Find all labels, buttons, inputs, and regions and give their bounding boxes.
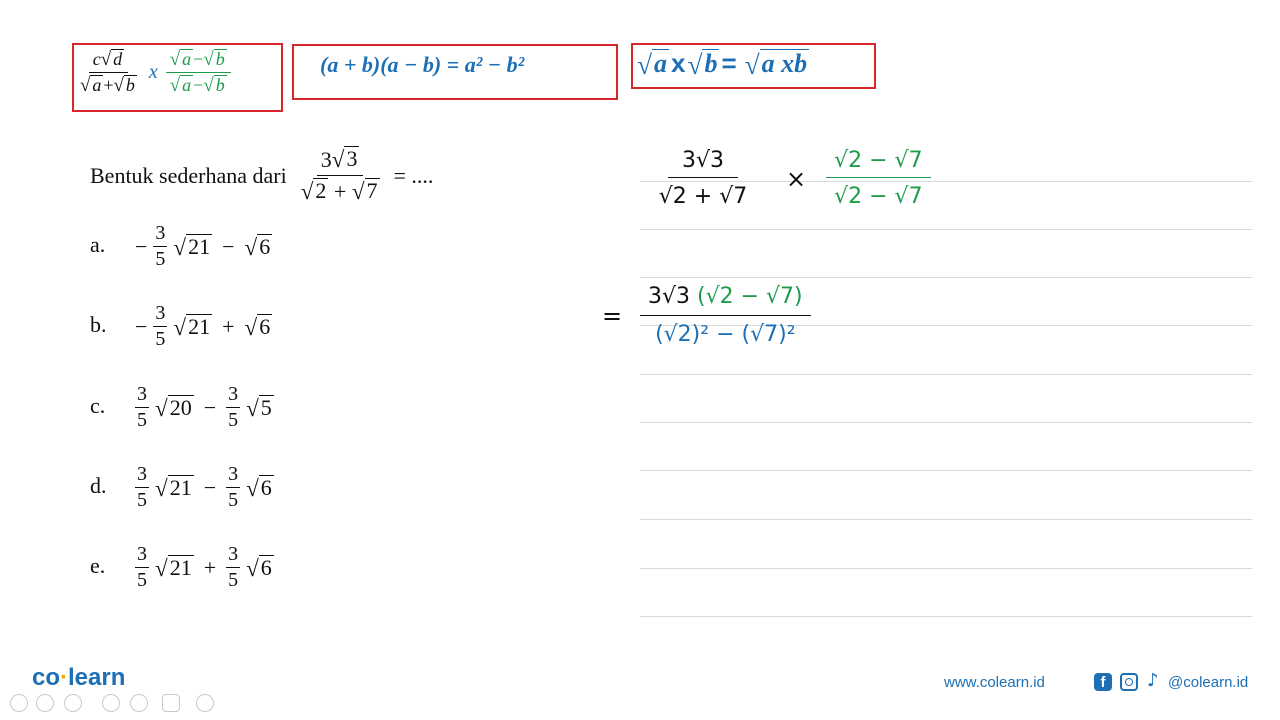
question-fraction: 3 √ 3 √ 2 + √ 7 (300, 146, 378, 205)
option-letter: e. (90, 553, 106, 578)
zoom-control-icon[interactable] (130, 694, 148, 712)
facebook-icon[interactable]: f (1094, 673, 1112, 691)
option-letter: d. (90, 473, 107, 498)
work-conjugate: $\frac{√2 - √7}{√2 - √7}$ (826, 148, 930, 209)
ruled-line (640, 568, 1252, 569)
ruled-line (640, 422, 1252, 423)
option-d-expression[interactable]: $\frac{3}{5}$ √ 21 − $\frac{3}{5}$ √ 6 (137, 463, 272, 511)
conjugate-fraction: √ a − √ b √ a − √ b (166, 49, 231, 96)
formula-rationalize: c √ d √ a + √ b x √ a − √ b √ a − √ b (76, 49, 231, 96)
more-control-icon[interactable] (196, 694, 214, 712)
ruled-line (640, 470, 1252, 471)
option-letter: b. (90, 312, 107, 337)
option-e-expression[interactable]: $\frac{3}{5}$ √ 21 + $\frac{3}{5}$ √ 6 (137, 543, 272, 591)
option-a-expression[interactable]: − $\frac{3}{5}$ √ 21 − √ 6 (135, 222, 271, 270)
option-letter: c. (90, 393, 106, 418)
social-handle[interactable]: @colearn.id (1168, 674, 1249, 691)
times-symbol: × (786, 164, 807, 193)
question-prompt: Bentuk sederhana dari (90, 162, 287, 188)
equals-sign: = (602, 302, 623, 330)
ruled-line (640, 277, 1252, 278)
question (90, 146, 433, 205)
settings-control-icon[interactable] (102, 694, 120, 712)
colearn-logo: co·learn (32, 664, 126, 691)
ruled-line (640, 229, 1252, 230)
work-step-1: $\frac{3√3}{√2 + √7}$ × $\frac{√2 - √7}{√2 - √7}$ (640, 148, 931, 209)
question-tail: = .... (393, 162, 434, 188)
ruled-line (640, 519, 1252, 520)
play-control-icon[interactable] (10, 694, 28, 712)
option-c-expression[interactable]: $\frac{3}{5}$ √ 20 − $\frac{3}{5}$ √ 5 (137, 383, 272, 431)
formula-root-product: √ a x √ b = √ a xb (637, 48, 808, 80)
ruled-line (640, 616, 1252, 617)
ruled-line (640, 374, 1252, 375)
tiktok-icon[interactable]: ♪ (1147, 670, 1159, 691)
screen-control-icon[interactable] (162, 694, 180, 712)
option-b-expression[interactable]: − $\frac{3}{5}$ √ 21 + √ 6 (135, 302, 271, 350)
formula-difference-of-squares: (a + b)(a − b) = a² − b² (320, 52, 525, 77)
times-symbol: x (148, 61, 158, 83)
next-control-icon[interactable] (36, 694, 54, 712)
instagram-icon[interactable] (1120, 673, 1138, 691)
option-letter: a. (90, 232, 106, 257)
website-link[interactable]: www.colearn.id (944, 674, 1045, 691)
work-step-2: $\frac{3√3 (√2 - √7)}{\text{(√2)² − (√7)²}}$ (640, 284, 811, 347)
pen-control-icon[interactable] (64, 694, 82, 712)
